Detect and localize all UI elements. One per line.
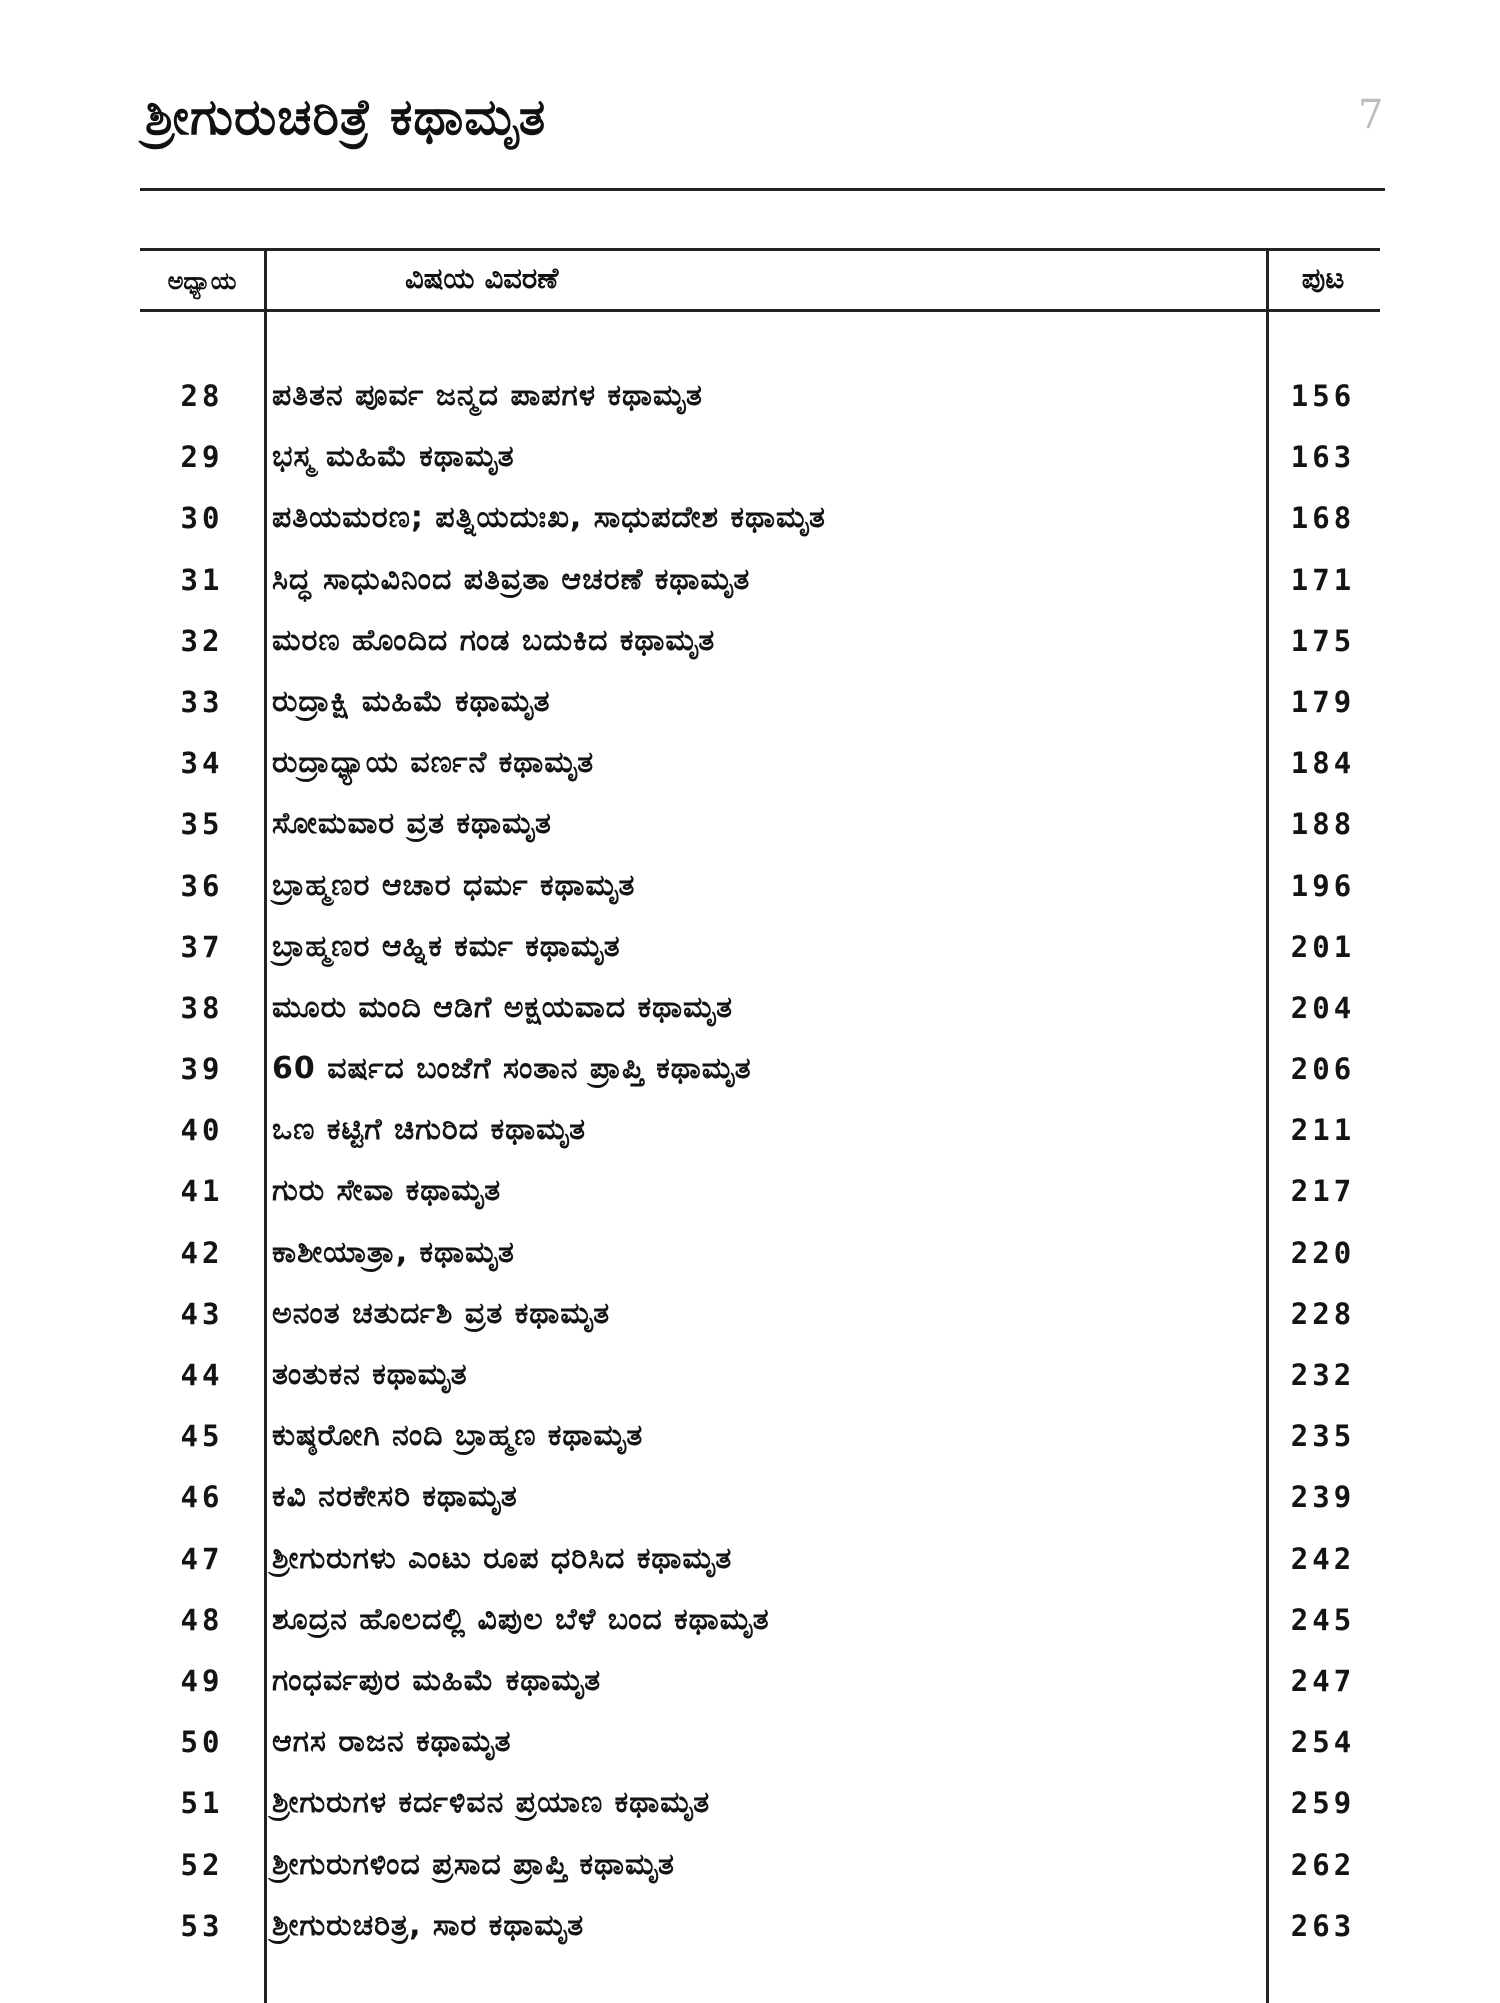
table-row (140, 1600, 1380, 1661)
table-row (140, 927, 1380, 988)
table-row (140, 1661, 1380, 1722)
table-row (140, 376, 1380, 437)
column-header-subject: ವಿಷಯ ವಿವರಣೆ (405, 261, 559, 295)
chapter-number: 33 (180, 684, 224, 719)
chapter-number: 48 (180, 1602, 224, 1637)
chapter-page: 156 (1290, 379, 1356, 413)
toc-rows (140, 376, 1380, 1967)
chapter-number: 35 (180, 807, 224, 842)
table-row (140, 1539, 1380, 1600)
chapter-subject: ಪತಿತನ ಪೂರ್ವ ಜನ್ಮದ ಪಾಪಗಳ ಕಥಾಮೃತ (272, 378, 703, 413)
chapter-page: 171 (1290, 562, 1356, 597)
chapter-page: 217 (1290, 1174, 1356, 1209)
chapter-page: 245 (1290, 1602, 1356, 1637)
chapter-page: 262 (1290, 1847, 1356, 1882)
chapter-subject: ಕಾಶೀಯಾತ್ರಾ, ಕಥಾಮೃತ (272, 1234, 515, 1270)
table-row (140, 1416, 1380, 1477)
table-row (140, 1722, 1380, 1783)
chapter-number: 40 (180, 1113, 224, 1148)
table-row (140, 621, 1380, 682)
chapter-page: 239 (1290, 1480, 1356, 1515)
table-row (140, 1233, 1380, 1294)
chapter-page: 211 (1290, 1113, 1356, 1148)
chapter-subject: ಬ್ರಾಹ್ಮಣರ ಆಹ್ನಿಕ ಕರ್ಮ ಕಥಾಮೃತ (272, 928, 621, 964)
chapter-subject: ಶ್ರೀಗುರುಗಳಿಂದ ಪ್ರಸಾದ ಪ್ರಾಪ್ತಿ ಕಥಾಮೃತ (272, 1846, 675, 1882)
chapter-subject: ಸೋಮವಾರ ವ್ರತ ಕಥಾಮೃತ (272, 806, 552, 842)
chapter-number: 36 (180, 868, 224, 903)
chapter-page: 184 (1290, 746, 1356, 781)
chapter-number: 37 (180, 929, 224, 964)
table-of-contents (140, 248, 1380, 2003)
chapter-page: 179 (1290, 684, 1356, 719)
table-row (140, 1355, 1380, 1416)
chapter-subject: ಕುಷ್ಠರೋಗಿ ನಂದಿ ಬ್ರಾಹ್ಮಣ ಕಥಾಮೃತ (272, 1418, 644, 1454)
chapter-subject: ರುದ್ರಾಧ್ಯಾಯ ವರ್ಣನೆ ಕಥಾಮೃತ (272, 745, 595, 781)
chapter-number: 32 (180, 623, 224, 658)
table-row (140, 1294, 1380, 1355)
chapter-subject: ಒಣ ಕಟ್ಟಿಗೆ ಚಿಗುರಿದ ಕಥಾಮೃತ (272, 1112, 587, 1148)
table-row (140, 1477, 1380, 1538)
chapter-subject: ಶೂದ್ರನ ಹೊಲದಲ್ಲಿ ವಿಪುಲ ಬೆಳೆ ಬಂದ ಕಥಾಮೃತ (272, 1601, 770, 1637)
chapter-subject: ಶ್ರೀಗುರುಗಳು ಎಂಟು ರೂಪ ಧರಿಸಿದ ಕಥಾಮೃತ (272, 1540, 733, 1576)
chapter-subject: ತಂತುಕನ ಕಥಾಮೃತ (272, 1357, 468, 1392)
chapter-page: 220 (1290, 1235, 1356, 1270)
chapter-page: 196 (1290, 868, 1356, 903)
table-row (140, 1783, 1380, 1844)
chapter-subject: ಪತಿಯಮರಣ; ಪತ್ನಿಯದುಃಖ, ಸಾಧುಪದೇಶ ಕಥಾಮೃತ (272, 500, 826, 536)
chapter-page: 168 (1290, 501, 1356, 536)
column-header-chapter: ಅಧ್ಯಾಯ (167, 267, 237, 295)
table-header-divider (140, 309, 1380, 312)
chapter-number: 52 (180, 1847, 224, 1882)
chapter-subject: ಸಿದ್ಧ ಸಾಧುವಿನಿಂದ ಪತಿವ್ರತಾ ಆಚರಣೆ ಕಥಾಮೃತ (272, 561, 751, 597)
chapter-page: 254 (1290, 1725, 1356, 1760)
table-row (140, 1845, 1380, 1906)
table-row (140, 1110, 1380, 1171)
chapter-number: 38 (180, 990, 224, 1025)
chapter-page: 175 (1290, 623, 1356, 658)
chapter-subject: ಕವಿ ನರಕೇಸರಿ ಕಥಾಮೃತ (272, 1479, 518, 1515)
chapter-number: 41 (180, 1174, 224, 1209)
chapter-number: 39 (180, 1052, 224, 1087)
chapter-page: 163 (1290, 440, 1356, 475)
table-row (140, 743, 1380, 804)
table-row (140, 804, 1380, 865)
chapter-subject: ರುದ್ರಾಕ್ಷಿ ಮಹಿಮೆ ಕಥಾಮೃತ (272, 683, 551, 719)
header-divider (140, 188, 1385, 191)
chapter-number: 51 (180, 1786, 224, 1821)
table-row (140, 498, 1380, 559)
chapter-subject: ಗುರು ಸೇವಾ ಕಥಾಮೃತ (272, 1173, 502, 1209)
chapter-number: 53 (180, 1908, 224, 1943)
chapter-subject: ಬ್ರಾಹ್ಮಣರ ಆಚಾರ ಧರ್ಮ ಕಥಾಮೃತ (272, 867, 636, 903)
chapter-page: 232 (1290, 1358, 1356, 1392)
column-header-page: ಪುಟ (1301, 261, 1345, 295)
table-row (140, 1049, 1380, 1110)
chapter-subject: ಆಗಸ ರಾಜನ ಕಥಾಮೃತ (272, 1724, 512, 1760)
chapter-subject: ಮರಣ ಹೊಂದಿದ ಗಂಡ ಬದುಕಿದ ಕಥಾಮೃತ (272, 622, 716, 658)
chapter-page: 242 (1290, 1541, 1356, 1576)
chapter-number: 46 (180, 1480, 224, 1515)
page-number: 7 (1358, 92, 1384, 138)
chapter-number: 31 (180, 562, 224, 597)
chapter-subject: ಶ್ರೀಗುರುಗಳ ಕರ್ದಳಿವನ ಪ್ರಯಾಣ ಕಥಾಮೃತ (272, 1785, 711, 1821)
table-row (140, 682, 1380, 743)
chapter-page: 259 (1290, 1786, 1356, 1821)
chapter-subject: ಮೂರು ಮಂದಿ ಆಡಿಗೆ ಅಕ್ಷಯವಾದ ಕಥಾಮೃತ (272, 989, 733, 1025)
chapter-page: 263 (1290, 1908, 1356, 1943)
chapter-number: 49 (180, 1663, 224, 1698)
chapter-number: 42 (180, 1235, 224, 1270)
chapter-subject: ಗಂಧರ್ವಪುರ ಮಹಿಮೆ ಕಥಾಮೃತ (272, 1662, 602, 1698)
chapter-page: 206 (1290, 1052, 1356, 1087)
chapter-number: 29 (180, 440, 224, 475)
chapter-page: 247 (1290, 1663, 1356, 1698)
chapter-page: 235 (1290, 1419, 1356, 1454)
page-title: ಶ್ರೀಗುರುಚರಿತ್ರೆ ಕಥಾಮೃತ (145, 88, 547, 146)
chapter-number: 34 (180, 746, 224, 781)
chapter-number: 47 (180, 1541, 224, 1576)
chapter-subject: ಅನಂತ ಚತುರ್ದಶಿ ವ್ರತ ಕಥಾಮೃತ (272, 1295, 611, 1331)
chapter-subject: ಶ್ರೀಗುರುಚರಿತ್ರ, ಸಾರ ಕಥಾಮೃತ (272, 1907, 585, 1943)
chapter-page: 188 (1290, 807, 1356, 842)
chapter-number: 44 (180, 1358, 224, 1392)
chapter-page: 228 (1290, 1296, 1356, 1331)
chapter-number: 43 (180, 1296, 224, 1331)
chapter-page: 204 (1290, 990, 1356, 1025)
chapter-subject: ಭಸ್ಮ ಮಹಿಮೆ ಕಥಾಮೃತ (272, 439, 515, 475)
chapter-number: 50 (180, 1725, 224, 1760)
chapter-subject: 60 ವರ್ಷದ ಬಂಜೆಗೆ ಸಂತಾನ ಪ್ರಾಪ್ತಿ ಕಥಾಮೃತ (272, 1051, 752, 1087)
table-row (140, 988, 1380, 1049)
table-row (140, 1171, 1380, 1232)
table-row (140, 560, 1380, 621)
table-row (140, 437, 1380, 498)
chapter-number: 28 (180, 379, 224, 413)
table-row (140, 866, 1380, 927)
table-row (140, 1906, 1380, 1967)
chapter-page: 201 (1290, 929, 1356, 964)
chapter-number: 30 (180, 501, 224, 536)
chapter-number: 45 (180, 1419, 224, 1454)
